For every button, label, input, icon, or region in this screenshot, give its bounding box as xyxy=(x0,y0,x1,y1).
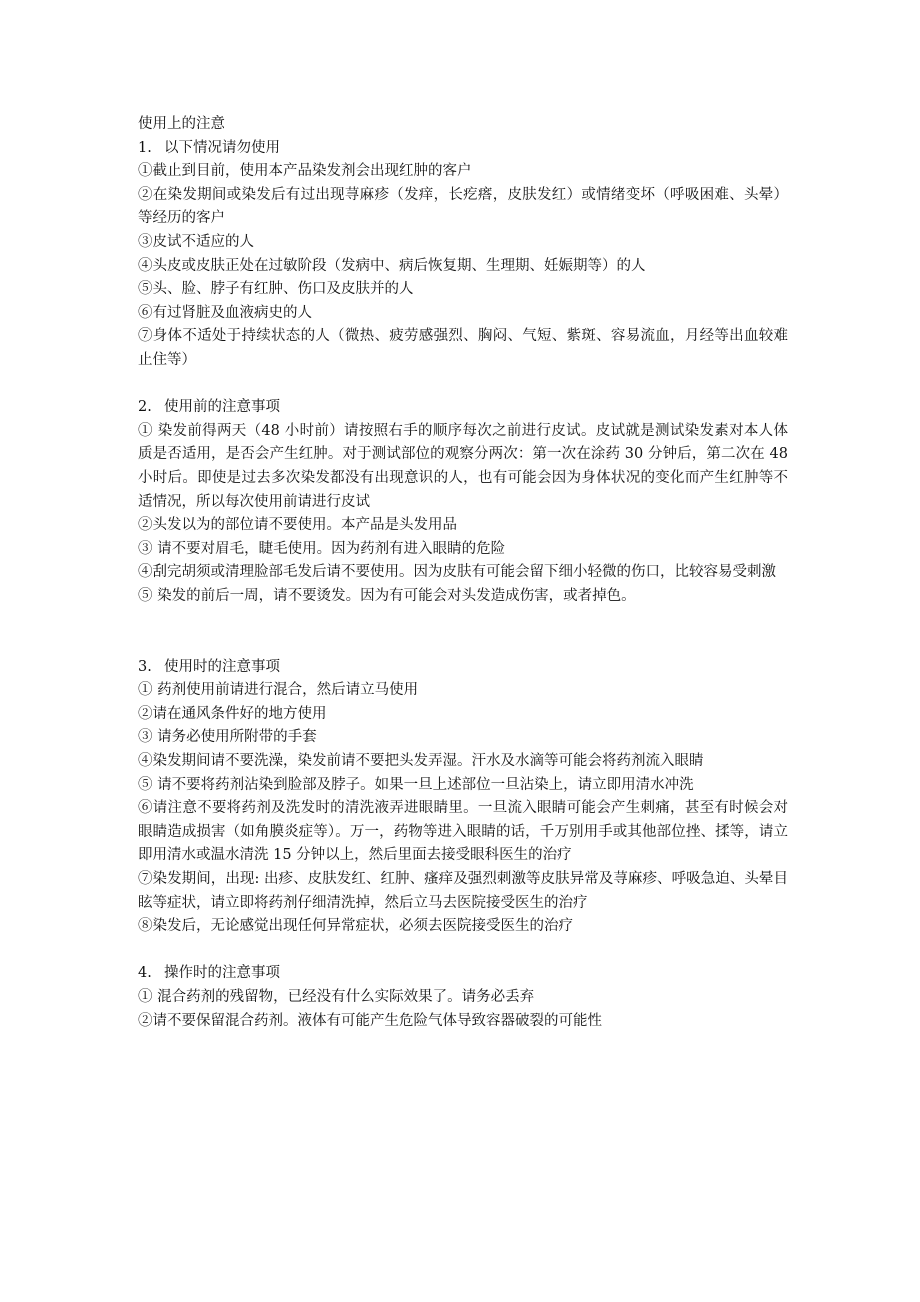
list-item: ③ 请不要对眉毛，睫毛使用。因为药剂有进入眼睛的危险 xyxy=(138,540,506,557)
list-item: ④染发期间请不要洗澡，染发前请不要把头发弄湿。汗水及水滴等可能会将药剂流入眼睛 xyxy=(138,753,704,770)
document-title: 使用上的注意 xyxy=(138,116,225,132)
section-heading-text: 操作时的注意事项 xyxy=(164,965,280,982)
section-3 xyxy=(138,656,788,939)
list-item: ②头发以为的部位请不要使用。本产品是头发用品 xyxy=(138,517,457,534)
list-item: ⑤ 染发的前后一周，请不要烫发。因为有可能会对头发造成伤害，或者掉色。 xyxy=(138,587,636,604)
list-item: ⑥请注意不要将药剂及洗发时的清洗液弄进眼睛里。一旦流入眼睛可能会产生刺痛，甚至有时候会对眼睛造成损害（如角膜炎症等）。万一，药物等进入眼睛的话，千万别用手或其他部位挫、揉等，请立即用清水或温水清洗 15 分钟以上，然后里面去接受眼科医生的治疗 xyxy=(138,800,788,864)
section-heading xyxy=(138,656,788,680)
list-item: ②请在通风条件好的地方使用 xyxy=(138,705,327,722)
list-item: ⑦身体不适处于持续状态的人（微热、疲劳感强烈、胸闷、气短、紫斑、容易流血，月经等出血较难止住等） xyxy=(138,328,788,368)
section-2 xyxy=(138,396,788,608)
section-heading xyxy=(138,137,788,161)
section-number: 3. xyxy=(138,658,152,675)
list-item: ③皮试不适应的人 xyxy=(138,233,254,250)
list-item: ②在染发期间或染发后有过出现荨麻疹（发痒，长疙瘩，皮肤发红）或情绪变坏（呼吸困难、头晕）等经历的客户 xyxy=(138,186,788,227)
section-number: 4. xyxy=(138,965,152,982)
list-item: ③ 请务必使用所附带的手套 xyxy=(138,729,317,746)
list-item: ④刮完胡须或清理脸部毛发后请不要使用。因为皮肤有可能会留下细小轻微的伤口，比较容易受刺激 xyxy=(138,564,776,581)
section-heading-text: 以下情况请勿使用 xyxy=(164,139,280,156)
paragraph-gap xyxy=(138,373,788,397)
section-number: 1. xyxy=(138,139,152,156)
list-item: ⑦染发期间，出现: 出疹、皮肤发红、红肿、瘙痒及强烈刺激等皮肤异常及荨麻疹、呼吸急迫、头晕目眩等症状，请立即将药剂仔细清洗掉，然后立马去医院接受医生的治疗 xyxy=(138,871,788,911)
section-heading xyxy=(138,962,788,986)
list-item: ① 药剂使用前请进行混合，然后请立马使用 xyxy=(138,682,419,699)
section-heading-text: 使用前的注意事项 xyxy=(164,399,280,416)
paragraph-gap xyxy=(138,608,788,655)
document-page xyxy=(138,113,788,1033)
list-item: ⑧染发后，无论感觉出现任何异常症状，必须去医院接受医生的治疗 xyxy=(138,918,573,935)
list-item: ④头皮或皮肤正处在过敏阶段（发病中、病后恢复期、生理期、妊娠期等）的人 xyxy=(138,257,646,274)
list-item: ① 染发前得两天（48 小时前）请按照右手的顺序每次之前进行皮试。皮试就是测试染发素对本人体质是否适用，是否会产生红肿。对于测试部位的观察分两次：第一次在涂药 30 分钟后，第二次在 48 小时后。即使是过去多次染发都没有出现意识的人，也有可能会因为身体状况的变化而产生红肿等不适情况，所以每次使用前请进行皮试 xyxy=(138,422,788,510)
section-heading xyxy=(138,396,788,420)
list-item: ① 混合药剂的残留物，已经没有什么实际效果了。请务必丢弃 xyxy=(138,988,535,1005)
list-item: ⑤ 请不要将药剂沾染到脸部及脖子。如果一旦上述部位一旦沾染上，请立即用清水冲洗 xyxy=(138,776,694,793)
section-number: 2. xyxy=(138,399,152,416)
paragraph-gap xyxy=(138,939,788,963)
list-item: ⑥有过肾脏及血液病史的人 xyxy=(138,304,312,321)
section-4 xyxy=(138,962,788,1033)
section-heading-text: 使用时的注意事项 xyxy=(164,658,280,675)
list-item: ⑤头、脸、脖子有红肿、伤口及皮肤并的人 xyxy=(138,281,414,298)
section-1 xyxy=(138,137,788,373)
list-item: ①截止到目前，使用本产品染发剂会出现红肿的客户 xyxy=(138,163,472,180)
list-item: ②请不要保留混合药剂。液体有可能产生危险气体导致容器破裂的可能性 xyxy=(138,1012,602,1029)
